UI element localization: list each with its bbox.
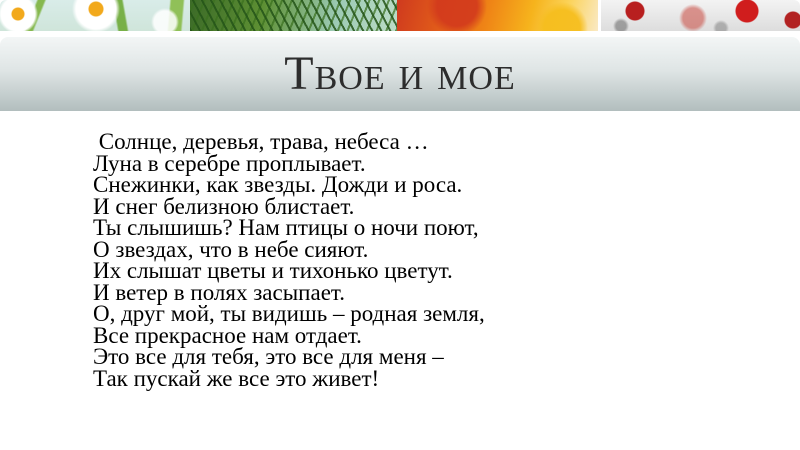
spring-daisies-photo bbox=[0, 0, 190, 31]
autumn-leaves-photo bbox=[397, 0, 598, 31]
poem-line: Все прекрасное нам отдает. bbox=[93, 322, 362, 348]
winter-berries-photo bbox=[598, 0, 800, 31]
summer-palm-leaves-photo bbox=[190, 0, 397, 31]
poem-line: Ты слышишь? Нам птицы о ночи поют, bbox=[93, 215, 479, 240]
poem-line: Так пускай же все это живет! bbox=[93, 365, 380, 391]
slide-title: Твое и мое bbox=[284, 47, 516, 100]
poem-line: Снежинки, как звезды. Дожди и роса. bbox=[93, 172, 463, 197]
poem-line: Это все для тебя, это все для меня – bbox=[93, 344, 444, 369]
poem-line: О, друг мой, ты видишь – родная земля, bbox=[93, 301, 485, 326]
poem-line: И ветер в полях засыпает. bbox=[93, 279, 345, 305]
poem-line: Солнце, деревья, трава, небеса … bbox=[93, 129, 429, 154]
seasons-photo-banner bbox=[0, 0, 800, 31]
poem-line: И снег белизною блистает. bbox=[93, 193, 355, 219]
poem-line: Их слышат цветы и тихонько цветут. bbox=[93, 258, 453, 283]
poem-line: О звездах, что в небе сияют. bbox=[93, 236, 369, 262]
poem-text bbox=[93, 131, 485, 389]
poem-line: Луна в серебре проплывает. bbox=[93, 150, 366, 176]
title-band bbox=[0, 37, 800, 111]
